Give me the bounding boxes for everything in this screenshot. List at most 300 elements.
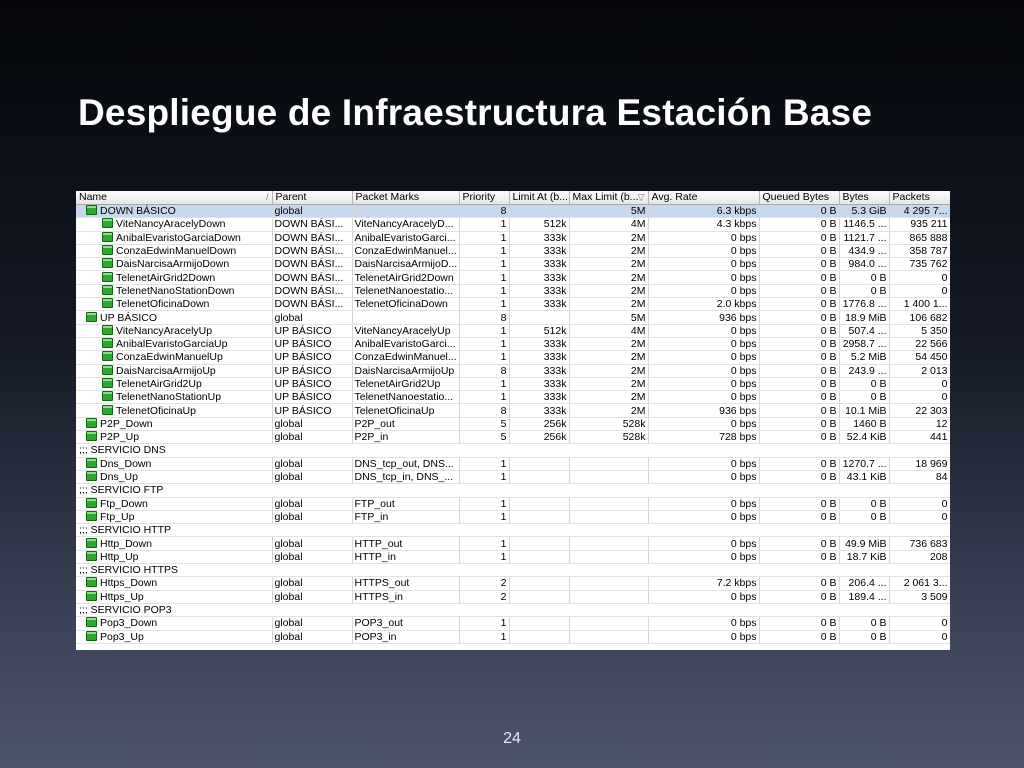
- cell-queued-bytes: 0 B: [759, 258, 839, 271]
- comment-text: ;;; SERVICIO HTTP: [76, 524, 950, 537]
- queue-name-label: TelenetNanoStationDown: [116, 284, 235, 297]
- table-row[interactable]: [76, 417, 950, 430]
- cell-avg-rate: 0 bps: [648, 258, 759, 271]
- table-row[interactable]: [76, 271, 950, 284]
- queue-icon: [86, 458, 97, 468]
- table-row[interactable]: [76, 497, 950, 510]
- cell-limit-at: [509, 457, 569, 470]
- cell-bytes: 0 B: [839, 271, 889, 284]
- cell-packets: 22 566: [889, 337, 950, 350]
- cell-limit-at: 333k: [509, 271, 569, 284]
- queue-icon: [86, 471, 97, 481]
- cell-packets: 865 888: [889, 231, 950, 244]
- cell-bytes: 434.9 ...: [839, 244, 889, 257]
- table-row[interactable]: [76, 337, 950, 350]
- cell-bytes: 5.2 MiB: [839, 351, 889, 364]
- cell-parent: DOWN BÁSI...: [272, 271, 352, 284]
- cell-name: [76, 577, 272, 590]
- cell-parent: global: [272, 497, 352, 510]
- cell-bytes: 0 B: [839, 497, 889, 510]
- cell-name: [76, 244, 272, 257]
- queue-name-label: DaisNarcisaArmijoUp: [116, 364, 216, 377]
- cell-bytes: 5.3 GiB: [839, 205, 889, 218]
- queue-icon: [86, 431, 97, 441]
- page-number: 24: [503, 730, 521, 747]
- comment-row[interactable]: [76, 603, 950, 616]
- cell-max-limit: 4M: [569, 218, 648, 231]
- cell-packet-marks: DNS_tcp_out, DNS...: [352, 457, 459, 470]
- cell-packet-marks: FTP_out: [352, 497, 459, 510]
- queue-icon: [102, 378, 113, 388]
- queue-icon: [86, 617, 97, 627]
- cell-bytes: 1460 B: [839, 417, 889, 430]
- cell-queued-bytes: 0 B: [759, 377, 839, 390]
- queue-icon: [86, 498, 97, 508]
- cell-queued-bytes: 0 B: [759, 431, 839, 444]
- cell-parent: global: [272, 537, 352, 550]
- cell-parent: UP BÁSICO: [272, 324, 352, 337]
- cell-priority: 5: [459, 431, 509, 444]
- cell-name: [76, 431, 272, 444]
- table-header-row: [76, 191, 950, 205]
- queue-icon: [86, 511, 97, 521]
- cell-packets: 5 350: [889, 324, 950, 337]
- queue-icon: [102, 232, 113, 242]
- cell-packet-marks: ViteNancyAracelyUp: [352, 324, 459, 337]
- queue-name-label: ViteNancyAracelyUp: [116, 324, 213, 337]
- cell-avg-rate: 936 bps: [648, 311, 759, 324]
- cell-queued-bytes: 0 B: [759, 244, 839, 257]
- cell-packet-marks: POP3_in: [352, 630, 459, 643]
- comment-row[interactable]: [76, 564, 950, 577]
- cell-queued-bytes: 0 B: [759, 337, 839, 350]
- cell-priority: 1: [459, 497, 509, 510]
- cell-parent: global: [272, 311, 352, 324]
- cell-limit-at: 333k: [509, 364, 569, 377]
- cell-priority: 1: [459, 510, 509, 523]
- cell-priority: 1: [459, 550, 509, 563]
- cell-queued-bytes: 0 B: [759, 457, 839, 470]
- cell-parent: DOWN BÁSI...: [272, 218, 352, 231]
- cell-parent: global: [272, 550, 352, 563]
- queue-name-label: TelenetNanoStationUp: [116, 391, 222, 404]
- cell-max-limit: [569, 537, 648, 550]
- queue-name-label: Http_Up: [100, 550, 139, 563]
- cell-packet-marks: HTTPS_in: [352, 590, 459, 603]
- table-row[interactable]: [76, 617, 950, 630]
- table-row[interactable]: [76, 510, 950, 523]
- cell-bytes: 18.7 KiB: [839, 550, 889, 563]
- sort-down-icon: ▽: [637, 192, 645, 202]
- queue-name-label: Http_Down: [100, 537, 152, 550]
- queue-name-label: Ftp_Up: [100, 510, 135, 523]
- column-header-bytes[interactable]: Bytes: [839, 191, 889, 205]
- column-header-parent[interactable]: Parent: [272, 191, 352, 205]
- cell-packets: 935 211: [889, 218, 950, 231]
- cell-name: [76, 205, 272, 218]
- cell-name: [76, 510, 272, 523]
- cell-packets: 0: [889, 497, 950, 510]
- cell-name: [76, 617, 272, 630]
- cell-max-limit: [569, 590, 648, 603]
- queue-icon: [86, 312, 97, 322]
- cell-packet-marks: TelenetOficinaUp: [352, 404, 459, 417]
- cell-packets: 0: [889, 630, 950, 643]
- cell-priority: 1: [459, 617, 509, 630]
- cell-max-limit: 2M: [569, 337, 648, 350]
- cell-priority: 8: [459, 205, 509, 218]
- queue-name-label: TelenetOficinaUp: [116, 404, 196, 417]
- cell-priority: 1: [459, 377, 509, 390]
- cell-limit-at: 256k: [509, 417, 569, 430]
- queue-name-label: Pop3_Up: [100, 630, 144, 643]
- column-header-name[interactable]: Name /: [76, 191, 272, 205]
- cell-avg-rate: 4.3 kbps: [648, 218, 759, 231]
- cell-name: [76, 377, 272, 390]
- cell-bytes: 0 B: [839, 377, 889, 390]
- queue-icon: [102, 298, 113, 308]
- table-row[interactable]: [76, 205, 950, 218]
- cell-priority: 5: [459, 417, 509, 430]
- cell-name: [76, 364, 272, 377]
- table-row[interactable]: [76, 391, 950, 404]
- cell-priority: 1: [459, 324, 509, 337]
- cell-packet-marks: [352, 311, 459, 324]
- table-row[interactable]: [76, 550, 950, 563]
- cell-parent: DOWN BÁSI...: [272, 298, 352, 311]
- cell-limit-at: [509, 497, 569, 510]
- cell-name: [76, 550, 272, 563]
- cell-name: [76, 417, 272, 430]
- comment-row[interactable]: [76, 524, 950, 537]
- cell-bytes: 206.4 ...: [839, 577, 889, 590]
- column-header-packets[interactable]: Packets: [889, 191, 950, 205]
- cell-avg-rate: 0 bps: [648, 537, 759, 550]
- table-row[interactable]: [76, 590, 950, 603]
- queue-name-label: TelenetAirGrid2Down: [116, 271, 216, 284]
- cell-priority: 1: [459, 244, 509, 257]
- cell-limit-at: 333k: [509, 404, 569, 417]
- queue-icon: [102, 218, 113, 228]
- cell-max-limit: 528k: [569, 417, 648, 430]
- cell-name: [76, 218, 272, 231]
- cell-limit-at: 512k: [509, 218, 569, 231]
- cell-queued-bytes: 0 B: [759, 630, 839, 643]
- cell-packets: 1 400 1...: [889, 298, 950, 311]
- queue-icon: [102, 338, 113, 348]
- table-row[interactable]: [76, 404, 950, 417]
- queue-name-label: TelenetOficinaDown: [116, 298, 210, 311]
- cell-avg-rate: 0 bps: [648, 377, 759, 390]
- cell-bytes: 49.9 MiB: [839, 537, 889, 550]
- cell-avg-rate: 0 bps: [648, 231, 759, 244]
- cell-limit-at: 256k: [509, 431, 569, 444]
- table-row[interactable]: [76, 231, 950, 244]
- cell-queued-bytes: 0 B: [759, 311, 839, 324]
- cell-max-limit: 2M: [569, 244, 648, 257]
- cell-packet-marks: AnibalEvaristoGarci...: [352, 337, 459, 350]
- cell-packet-marks: TelenetAirGrid2Down: [352, 271, 459, 284]
- cell-name: [76, 298, 272, 311]
- cell-bytes: 10.1 MiB: [839, 404, 889, 417]
- cell-queued-bytes: 0 B: [759, 577, 839, 590]
- cell-queued-bytes: 0 B: [759, 590, 839, 603]
- cell-limit-at: [509, 205, 569, 218]
- cell-limit-at: 512k: [509, 324, 569, 337]
- cell-priority: 1: [459, 470, 509, 483]
- cell-avg-rate: 0 bps: [648, 284, 759, 297]
- cell-packet-marks: ViteNancyAracelyD...: [352, 218, 459, 231]
- cell-parent: global: [272, 617, 352, 630]
- cell-avg-rate: 728 bps: [648, 431, 759, 444]
- cell-limit-at: 333k: [509, 244, 569, 257]
- cell-priority: 1: [459, 218, 509, 231]
- table-row[interactable]: [76, 218, 950, 231]
- table-row[interactable]: [76, 311, 950, 324]
- queue-icon: [102, 365, 113, 375]
- cell-packet-marks: TelenetNanoestatio...: [352, 391, 459, 404]
- column-header-limit-at[interactable]: Limit At (b...: [509, 191, 569, 205]
- queue-name-label: Pop3_Down: [100, 617, 158, 630]
- cell-avg-rate: 0 bps: [648, 550, 759, 563]
- cell-packet-marks: ConzaEdwinManuel...: [352, 351, 459, 364]
- cell-packet-marks: FTP_in: [352, 510, 459, 523]
- cell-max-limit: [569, 617, 648, 630]
- queue-name-label: ViteNancyAracelyDown: [116, 218, 226, 231]
- cell-name: [76, 497, 272, 510]
- table-row[interactable]: [76, 284, 950, 297]
- cell-parent: DOWN BÁSI...: [272, 258, 352, 271]
- cell-avg-rate: 0 bps: [648, 510, 759, 523]
- cell-max-limit: 4M: [569, 324, 648, 337]
- queue-icon: [86, 538, 97, 548]
- cell-limit-at: [509, 630, 569, 643]
- cell-max-limit: [569, 577, 648, 590]
- cell-priority: 1: [459, 298, 509, 311]
- cell-packet-marks: AnibalEvaristoGarci...: [352, 231, 459, 244]
- cell-parent: global: [272, 590, 352, 603]
- cell-packet-marks: HTTP_out: [352, 537, 459, 550]
- queue-name-label: P2P_Up: [100, 431, 140, 444]
- cell-priority: 8: [459, 311, 509, 324]
- cell-parent: global: [272, 431, 352, 444]
- cell-bytes: 52.4 KiB: [839, 431, 889, 444]
- cell-priority: 8: [459, 404, 509, 417]
- cell-priority: 1: [459, 537, 509, 550]
- cell-packet-marks: DaisNarcisaArmijoD...: [352, 258, 459, 271]
- table-row[interactable]: [76, 377, 950, 390]
- cell-limit-at: 333k: [509, 231, 569, 244]
- cell-limit-at: [509, 617, 569, 630]
- cell-parent: UP BÁSICO: [272, 391, 352, 404]
- cell-parent: UP BÁSICO: [272, 377, 352, 390]
- queue-rows: [76, 205, 950, 644]
- table-row[interactable]: [76, 298, 950, 311]
- cell-avg-rate: 0 bps: [648, 497, 759, 510]
- cell-avg-rate: 7.2 kbps: [648, 577, 759, 590]
- comment-row[interactable]: [76, 444, 950, 457]
- cell-avg-rate: 2.0 kbps: [648, 298, 759, 311]
- cell-packet-marks: TelenetAirGrid2Up: [352, 377, 459, 390]
- cell-parent: UP BÁSICO: [272, 364, 352, 377]
- cell-queued-bytes: 0 B: [759, 417, 839, 430]
- cell-bytes: 43.1 KiB: [839, 470, 889, 483]
- cell-packet-marks: P2P_in: [352, 431, 459, 444]
- cell-max-limit: 2M: [569, 271, 648, 284]
- cell-avg-rate: 0 bps: [648, 351, 759, 364]
- queue-icon: [102, 391, 113, 401]
- cell-packets: 22 303: [889, 404, 950, 417]
- cell-name: [76, 258, 272, 271]
- cell-name: [76, 630, 272, 643]
- cell-queued-bytes: 0 B: [759, 231, 839, 244]
- table-row[interactable]: [76, 537, 950, 550]
- cell-priority: 2: [459, 590, 509, 603]
- column-header-packet-marks[interactable]: Packet Marks: [352, 191, 459, 205]
- cell-packets: 736 683: [889, 537, 950, 550]
- cell-limit-at: 333k: [509, 377, 569, 390]
- queue-icon: [102, 351, 113, 361]
- queue-name-label: DaisNarcisaArmijoDown: [116, 258, 230, 271]
- table-row[interactable]: [76, 457, 950, 470]
- cell-priority: 1: [459, 231, 509, 244]
- queue-icon: [102, 325, 113, 335]
- table-row[interactable]: [76, 470, 950, 483]
- cell-packets: 208: [889, 550, 950, 563]
- queue-name-label: AnibalEvaristoGarciaDown: [116, 231, 241, 244]
- cell-parent: DOWN BÁSI...: [272, 231, 352, 244]
- cell-packet-marks: DNS_tcp_in, DNS_...: [352, 470, 459, 483]
- cell-packets: 0: [889, 271, 950, 284]
- cell-max-limit: [569, 470, 648, 483]
- table-row[interactable]: [76, 630, 950, 643]
- cell-name: [76, 590, 272, 603]
- cell-max-limit: [569, 497, 648, 510]
- cell-bytes: 1776.8 ...: [839, 298, 889, 311]
- cell-avg-rate: 0 bps: [648, 590, 759, 603]
- cell-max-limit: 2M: [569, 377, 648, 390]
- cell-queued-bytes: 0 B: [759, 324, 839, 337]
- queue-icon: [102, 245, 113, 255]
- cell-max-limit: [569, 630, 648, 643]
- comment-text: ;;; SERVICIO POP3: [76, 603, 950, 616]
- column-header-priority[interactable]: Priority: [459, 191, 509, 205]
- cell-name: [76, 470, 272, 483]
- queue-icon: [86, 551, 97, 561]
- cell-priority: 1: [459, 391, 509, 404]
- cell-priority: 2: [459, 577, 509, 590]
- table-row[interactable]: [76, 351, 950, 364]
- comment-row[interactable]: [76, 484, 950, 497]
- cell-packets: 54 450: [889, 351, 950, 364]
- cell-max-limit: 2M: [569, 351, 648, 364]
- cell-name: [76, 231, 272, 244]
- table-row[interactable]: [76, 577, 950, 590]
- cell-priority: 1: [459, 258, 509, 271]
- cell-queued-bytes: 0 B: [759, 298, 839, 311]
- cell-packet-marks: DaisNarcisaArmijoUp: [352, 364, 459, 377]
- queue-name-label: ConzaEdwinManuelUp: [116, 351, 223, 364]
- cell-priority: 8: [459, 364, 509, 377]
- cell-packets: 0: [889, 284, 950, 297]
- cell-max-limit: 2M: [569, 298, 648, 311]
- cell-priority: 1: [459, 630, 509, 643]
- cell-parent: UP BÁSICO: [272, 337, 352, 350]
- cell-packet-marks: [352, 205, 459, 218]
- cell-packets: 84: [889, 470, 950, 483]
- cell-queued-bytes: 0 B: [759, 271, 839, 284]
- cell-avg-rate: 936 bps: [648, 404, 759, 417]
- table-row[interactable]: [76, 324, 950, 337]
- queue-name-label: ConzaEdwinManuelDown: [116, 245, 237, 258]
- cell-packets: 0: [889, 391, 950, 404]
- column-header-max-limit[interactable]: Max Limit (b... ▽: [569, 191, 648, 205]
- cell-avg-rate: 0 bps: [648, 417, 759, 430]
- cell-bytes: 189.4 ...: [839, 590, 889, 603]
- cell-avg-rate: 0 bps: [648, 271, 759, 284]
- cell-packets: 0: [889, 617, 950, 630]
- column-header-avg-rate[interactable]: Avg. Rate: [648, 191, 759, 205]
- cell-parent: global: [272, 630, 352, 643]
- cell-max-limit: 528k: [569, 431, 648, 444]
- cell-parent: UP BÁSICO: [272, 351, 352, 364]
- cell-limit-at: 333k: [509, 258, 569, 271]
- cell-queued-bytes: 0 B: [759, 404, 839, 417]
- queue-name-label: AnibalEvaristoGarciaUp: [116, 338, 228, 351]
- sort-indicator-icon: /: [265, 192, 269, 202]
- table-row[interactable]: [76, 431, 950, 444]
- table-row[interactable]: [76, 244, 950, 257]
- cell-limit-at: [509, 537, 569, 550]
- cell-packet-marks: HTTPS_out: [352, 577, 459, 590]
- cell-priority: 1: [459, 351, 509, 364]
- cell-queued-bytes: 0 B: [759, 391, 839, 404]
- cell-limit-at: 333k: [509, 337, 569, 350]
- cell-bytes: 0 B: [839, 617, 889, 630]
- queue-icon: [102, 405, 113, 415]
- cell-packets: 441: [889, 431, 950, 444]
- cell-max-limit: [569, 510, 648, 523]
- cell-packets: 735 762: [889, 258, 950, 271]
- table-row[interactable]: [76, 364, 950, 377]
- cell-packet-marks: POP3_out: [352, 617, 459, 630]
- queue-name-label: UP BÁSICO: [100, 311, 157, 324]
- cell-bytes: 0 B: [839, 630, 889, 643]
- cell-packets: 2 013: [889, 364, 950, 377]
- cell-packets: 106 682: [889, 311, 950, 324]
- queue-icon: [86, 591, 97, 601]
- cell-bytes: 1270.7 ...: [839, 457, 889, 470]
- queue-icon: [86, 577, 97, 587]
- cell-avg-rate: 6.3 kbps: [648, 205, 759, 218]
- column-header-queued-bytes[interactable]: Queued Bytes: [759, 191, 839, 205]
- queue-icon: [102, 258, 113, 268]
- cell-priority: 1: [459, 457, 509, 470]
- cell-parent: global: [272, 510, 352, 523]
- cell-bytes: 2958.7 ...: [839, 337, 889, 350]
- table-row[interactable]: [76, 258, 950, 271]
- queue-icon: [86, 418, 97, 428]
- cell-max-limit: 2M: [569, 258, 648, 271]
- cell-queued-bytes: 0 B: [759, 351, 839, 364]
- queue-icon: [86, 631, 97, 641]
- cell-name: [76, 337, 272, 350]
- cell-bytes: 984.0 ...: [839, 258, 889, 271]
- cell-packet-marks: ConzaEdwinManuel...: [352, 244, 459, 257]
- cell-name: [76, 311, 272, 324]
- cell-bytes: 18.9 MiB: [839, 311, 889, 324]
- comment-text: ;;; SERVICIO FTP: [76, 484, 950, 497]
